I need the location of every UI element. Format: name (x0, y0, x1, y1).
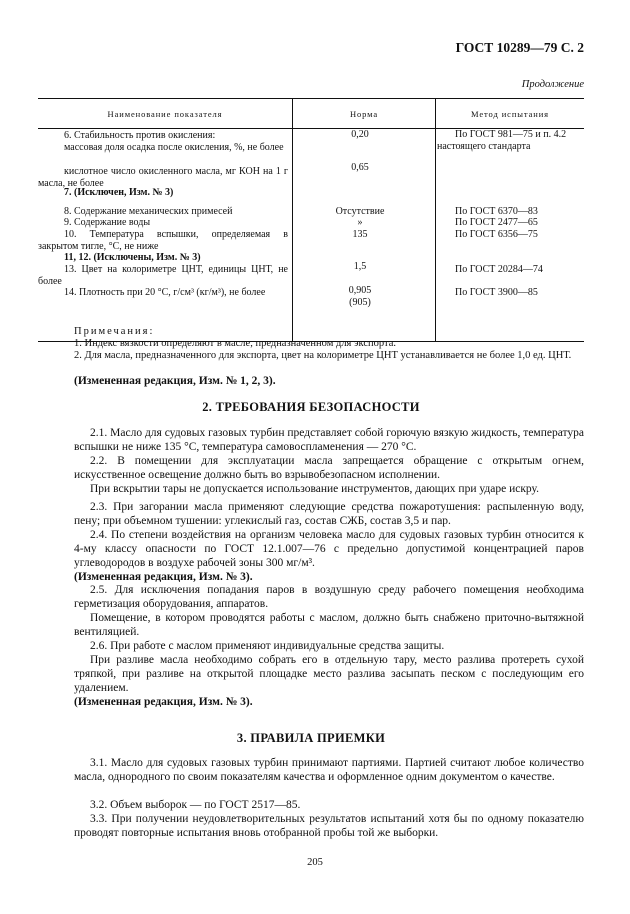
note-item: 2. Для масла, предназначенного для экспорта, цвет на колориметре ЦНТ устанавливается не более 1,0 ед. ЦНТ. (74, 350, 572, 361)
column-divider (292, 98, 293, 341)
column-divider (435, 98, 436, 341)
revision-note: (Измененная редакция, Изм. № 3). (74, 696, 253, 708)
paragraph: 2.2. В помещении для эксплуатации масла запрещается обращение с открытым огнем, искусственное освещение должно быть во взрывобезопасном исполнении. (74, 455, 584, 481)
section-title: 2. ТРЕБОВАНИЯ БЕЗОПАСНОСТИ (202, 400, 420, 414)
table-row-norm: 0,20 (351, 129, 369, 140)
table-row-name: 13. Цвет на колориметре ЦНТ, единицы ЦНТ, не более (38, 264, 288, 287)
table-row-method: По ГОСТ 3900—85 (455, 287, 538, 298)
table-row-name: 14. Плотность при 20 °С, г/см³ (кг/м³), не более (64, 287, 266, 298)
table-row-method: По ГОСТ 6370—83 (455, 206, 538, 217)
paragraph: 2.1. Масло для судовых газовых турбин представляет собой горючую вязкую жидкость, температура вспышки не ниже 135 °С, температура самовоспламенения — 270 °С. (74, 427, 584, 453)
table-row-name: кислотное число окисленного масла, мг КОН на 1 г масла, не более (38, 166, 288, 189)
page-number: 205 (307, 857, 323, 868)
table-row-name: 7. (Исключен, Изм. № 3) (64, 187, 174, 198)
table-row-norm: Отсутствие (335, 206, 385, 217)
column-header-norm: Норма (349, 109, 379, 119)
table-row-norm: 135 (352, 229, 368, 240)
table-row-name: 9. Содержание воды (64, 217, 151, 228)
table-row-norm: 0,65 (351, 162, 369, 173)
table-top-rule (38, 98, 584, 99)
column-header-name: Наименование показателя (107, 109, 223, 119)
table-row-name: 8. Содержание механических примесей (64, 206, 233, 217)
paragraph: 2.6. При работе с маслом применяют индивидуальные средства защиты. (90, 640, 445, 652)
notes-heading: Примечания: (74, 326, 155, 337)
paragraph: 2.4. По степени воздействия на организм человека масло для судовых газовых турбин относится к 4-му классу опасности по ГОСТ 12.1.007—76 с предельно допустимой концентрацией паров углеводородов в воздухе рабочей зоны 300 мг/м³. (74, 529, 584, 569)
table-row-method: По ГОСТ 20284—74 (455, 264, 543, 275)
table-row-name: 6. Стабильность против окисления: (64, 130, 216, 141)
table-row-norm: 0,905 (348, 285, 372, 296)
table-row-method: По ГОСТ 6356—75 (455, 229, 538, 240)
table-row-norm: » (357, 217, 363, 228)
table-row-name: 11, 12. (Исключены, Изм. № 3) (64, 252, 201, 263)
paragraph: 2.5. Для исключения попадания паров в воздушную среду рабочего помещения необходима герметизация оборудования, аппаратов. (74, 584, 584, 610)
table-row-name: 10. Температура вспышки, определяемая в закрытом тигле, °С, не ниже (38, 229, 288, 252)
revision-note: (Измененная редакция, Изм. № 1, 2, 3). (74, 375, 276, 387)
note-item: 1. Индекс вязкости определяют в масле, предназначенном для экспорта. (74, 338, 397, 349)
paragraph: 2.3. При загорании масла применяют следующие средства пожаротушения: распыленную воду, пену; при объемном тушении: углекислый газ, состав СЖБ, состав 3,5 и пар. (74, 501, 584, 527)
paragraph: При вскрытии тары не допускается использование инструментов, дающих при ударе искру. (90, 483, 539, 495)
table-row-method: По ГОСТ 2477—65 (455, 217, 538, 228)
paragraph: 3.1. Масло для судовых газовых турбин принимают партиями. Партией считают любое количество масла, однородного по своим показателям качества и оформленное одним документом о качестве. (74, 757, 584, 783)
table-row-method: По ГОСТ 981—75 и п. 4.2 настоящего стандарта (437, 129, 567, 152)
table-row-norm: (905) (349, 297, 371, 308)
table-row-norm: 1,5 (353, 261, 367, 272)
paragraph: 3.3. При получении неудовлетворительных результатов испытаний хотя бы по одному показателю проводят повторные испытания вновь отобранной пробы той же выборки. (74, 813, 584, 839)
paragraph: 3.2. Объем выборок — по ГОСТ 2517—85. (90, 799, 301, 811)
column-header-method: Метод испытания (471, 109, 549, 119)
continuation-label: Продолжение (521, 79, 584, 90)
section-title: 3. ПРАВИЛА ПРИЕМКИ (236, 731, 386, 745)
table-row-name: массовая доля осадка после окисления, %, не более (64, 142, 284, 153)
revision-note: (Измененная редакция, Изм. № 3). (74, 571, 253, 583)
paragraph: Помещение, в котором проводятся работы с маслом, должно быть снабжено приточно-вытяжной вентиляцией. (74, 612, 584, 638)
paragraph: При разливе масла необходимо собрать его в отдельную тару, место разлива протереть сухой тряпкой, при разливе на открытой площадке место разлива засыпать песком с последующим его удалением. (74, 654, 584, 694)
document-header: ГОСТ 10289—79 С. 2 (455, 40, 584, 55)
